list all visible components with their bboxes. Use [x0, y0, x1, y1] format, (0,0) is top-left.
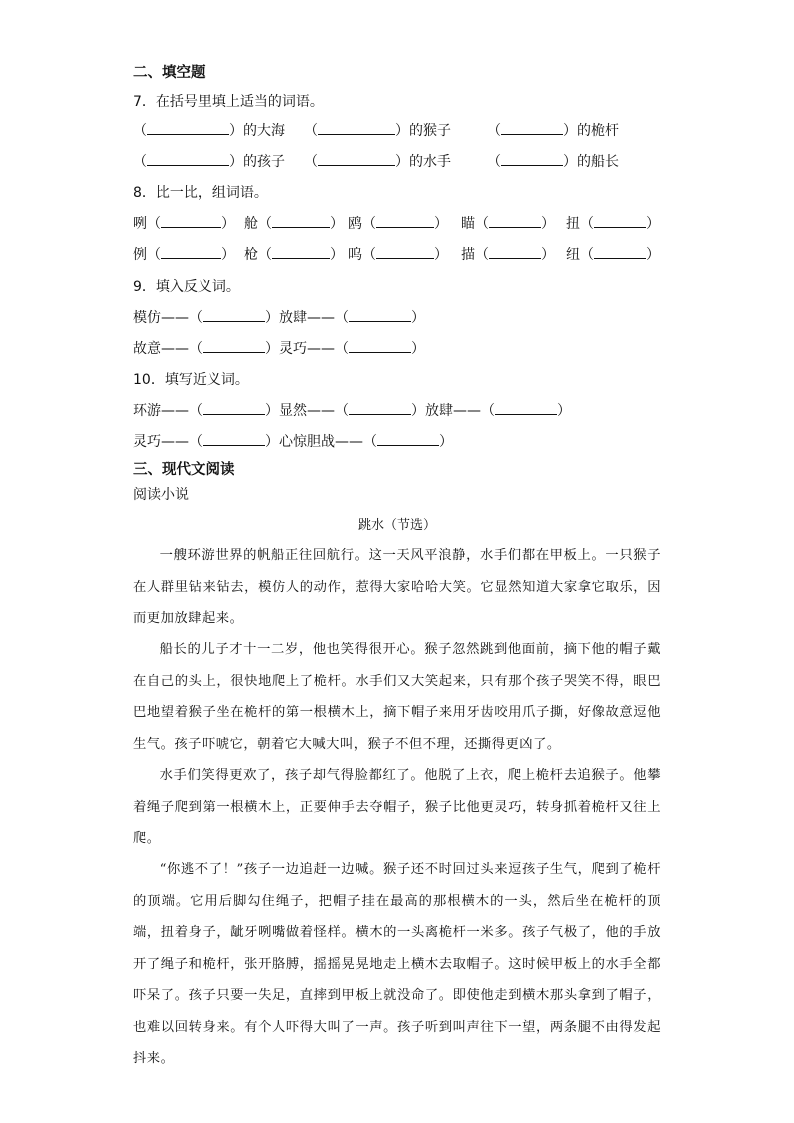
passage-title: 跳水（节选）	[357, 518, 436, 533]
word-label: 环游——	[133, 403, 189, 419]
answer-slot: 故意——（ ）	[133, 338, 279, 358]
word-label: 灵巧——	[133, 434, 189, 450]
answer-slot: （ ）的桅杆	[487, 120, 619, 140]
slot-label: 的船长	[577, 154, 619, 170]
answer-slot: 显然——（ ）	[279, 400, 425, 420]
answer-blank[interactable]	[489, 244, 541, 259]
char-label: 扭	[566, 216, 580, 232]
word-label: 灵巧——	[279, 341, 335, 357]
word-label: 放肆——	[279, 310, 335, 326]
answer-blank[interactable]	[349, 400, 411, 415]
answer-blank[interactable]	[272, 213, 330, 228]
answer-slot: （ ）的孩子	[133, 151, 285, 171]
slot-label: 的水手	[409, 154, 451, 170]
answer-slot: 呜（ ）	[348, 244, 448, 264]
answer-blank[interactable]	[272, 244, 330, 259]
word-label: 放肆——	[425, 403, 481, 419]
answer-blank[interactable]	[203, 338, 265, 353]
char-label: 纽	[566, 247, 580, 263]
question-9-prompt: 9．填入反义词。	[133, 279, 240, 295]
answer-blank[interactable]	[318, 120, 395, 135]
answer-slot: 纽（ ）	[566, 244, 660, 264]
answer-blank[interactable]	[377, 431, 439, 446]
passage-paragraph: 一艘环游世界的帆船正往回航行。这一天风平浪静，水手们都在甲板上。一只猴子在人群里钻来钻去，模仿人的动作，惹得大家哈哈大笑。它显然知道大家拿它取乐，因而更加放肆起来。	[133, 548, 661, 626]
char-label: 描	[461, 247, 475, 263]
answer-slot: 灵巧——（ ）	[133, 431, 279, 451]
slot-label: 的大海	[243, 123, 285, 139]
answer-slot: 枪（ ）	[244, 244, 344, 264]
answer-blank[interactable]	[376, 244, 434, 259]
char-label: 枪	[244, 247, 258, 263]
answer-blank[interactable]	[147, 120, 229, 135]
answer-slot: 舱（ ）	[244, 213, 344, 233]
question-8-prompt: 8．比一比，组词语。	[133, 185, 268, 201]
answer-slot: （ ）的猴子	[304, 120, 451, 140]
answer-blank[interactable]	[318, 151, 395, 166]
answer-blank[interactable]	[203, 431, 265, 446]
answer-blank[interactable]	[349, 307, 411, 322]
char-label: 瞄	[461, 216, 475, 232]
answer-blank[interactable]	[376, 213, 434, 228]
question-10-prompt: 10．填写近义词。	[133, 372, 249, 388]
answer-blank[interactable]	[594, 213, 646, 228]
answer-slot: （ ）的船长	[487, 151, 619, 171]
word-label: 模仿——	[133, 310, 189, 326]
passage-paragraph: 水手们笑得更欢了，孩子却气得脸都红了。他脱了上衣，爬上桅杆去追猴子。他攀着绳子爬到第一根横木上，正要伸手去夺帽子，猴子比他更灵巧，转身抓着桅杆又往上爬。	[133, 768, 661, 846]
word-label: 心惊胆战——	[279, 434, 363, 450]
answer-slot: （ ）的水手	[304, 151, 451, 171]
slot-label: 的桅杆	[577, 123, 619, 139]
answer-blank[interactable]	[594, 244, 646, 259]
question-7-prompt: 7．在括号里填上适当的词语。	[133, 94, 324, 110]
answer-slot: （ ）的大海	[133, 120, 285, 140]
answer-slot: 环游——（ ）	[133, 400, 279, 420]
word-label: 故意——	[133, 341, 189, 357]
char-label: 鸥	[348, 216, 362, 232]
char-label: 呜	[348, 247, 362, 263]
answer-slot: 放肆——（ ）	[279, 307, 425, 327]
reading-label: 阅读小说	[133, 487, 189, 503]
answer-blank[interactable]	[349, 338, 411, 353]
answer-slot: 灵巧——（ ）	[279, 338, 425, 358]
answer-blank[interactable]	[203, 307, 265, 322]
answer-slot: 描（ ）	[461, 244, 555, 264]
answer-slot: 模仿——（ ）	[133, 307, 279, 327]
answer-slot: 扭（ ）	[566, 213, 660, 233]
slot-label: 的孩子	[243, 154, 285, 170]
char-label: 舱	[244, 216, 258, 232]
answer-slot: 咧（ ）	[133, 213, 235, 233]
answer-blank[interactable]	[489, 213, 541, 228]
section-heading-fill-in: 二、填空题	[133, 65, 206, 81]
answer-slot: 例（ ）	[133, 244, 235, 264]
char-label: 例	[133, 247, 147, 263]
answer-slot: 瞄（ ）	[461, 213, 555, 233]
answer-blank[interactable]	[203, 400, 265, 415]
answer-blank[interactable]	[501, 151, 563, 166]
char-label: 咧	[133, 216, 147, 232]
answer-blank[interactable]	[147, 151, 229, 166]
word-label: 显然——	[279, 403, 335, 419]
answer-blank[interactable]	[161, 213, 221, 228]
answer-slot: 心惊胆战——（ ）	[279, 431, 453, 451]
slot-label: 的猴子	[409, 123, 451, 139]
answer-blank[interactable]	[495, 400, 557, 415]
answer-blank[interactable]	[161, 244, 221, 259]
answer-slot: 放肆——（ ）	[425, 400, 571, 420]
passage-paragraph: 船长的儿子才十一二岁，他也笑得很开心。猴子忽然跳到他面前，摘下他的帽子戴在自己的头上，很快地爬上了桅杆。水手们又大笑起来，只有那个孩子哭笑不得，眼巴巴地望着猴子坐在桅杆的第一根横木上，摘下帽子来用牙齿咬用爪子撕，好像故意逗他生气。孩子吓唬它，朝着它大喊大叫，猴子不但不理，还撕得更凶了。	[133, 642, 661, 752]
answer-blank[interactable]	[501, 120, 563, 135]
answer-slot: 鸥（ ）	[348, 213, 448, 233]
passage-paragraph: “你逃不了！”孩子一边追赶一边喊。猴子还不时回过头来逗孩子生气，爬到了桅杆的顶端。它用后脚勾住绳子，把帽子挂在最高的那根横木的一头，然后坐在桅杆的顶端，扭着身子，龇牙咧嘴做着怪样。横木的一头离桅杆一米多。孩子气极了，他的手放开了绳子和桅杆，张开胳膊，摇摇晃晃地走上横木去取帽子。这时候甲板上的水手全都吓呆了。孩子只要一失足，直摔到甲板上就没命了。即使他走到横木那头拿到了帽子，也难以回转身来。有个人吓得大叫了一声。孩子听到叫声往下一望，两条腿不由得发起抖来。	[133, 862, 661, 1066]
section-heading-reading: 三、现代文阅读	[133, 462, 235, 478]
